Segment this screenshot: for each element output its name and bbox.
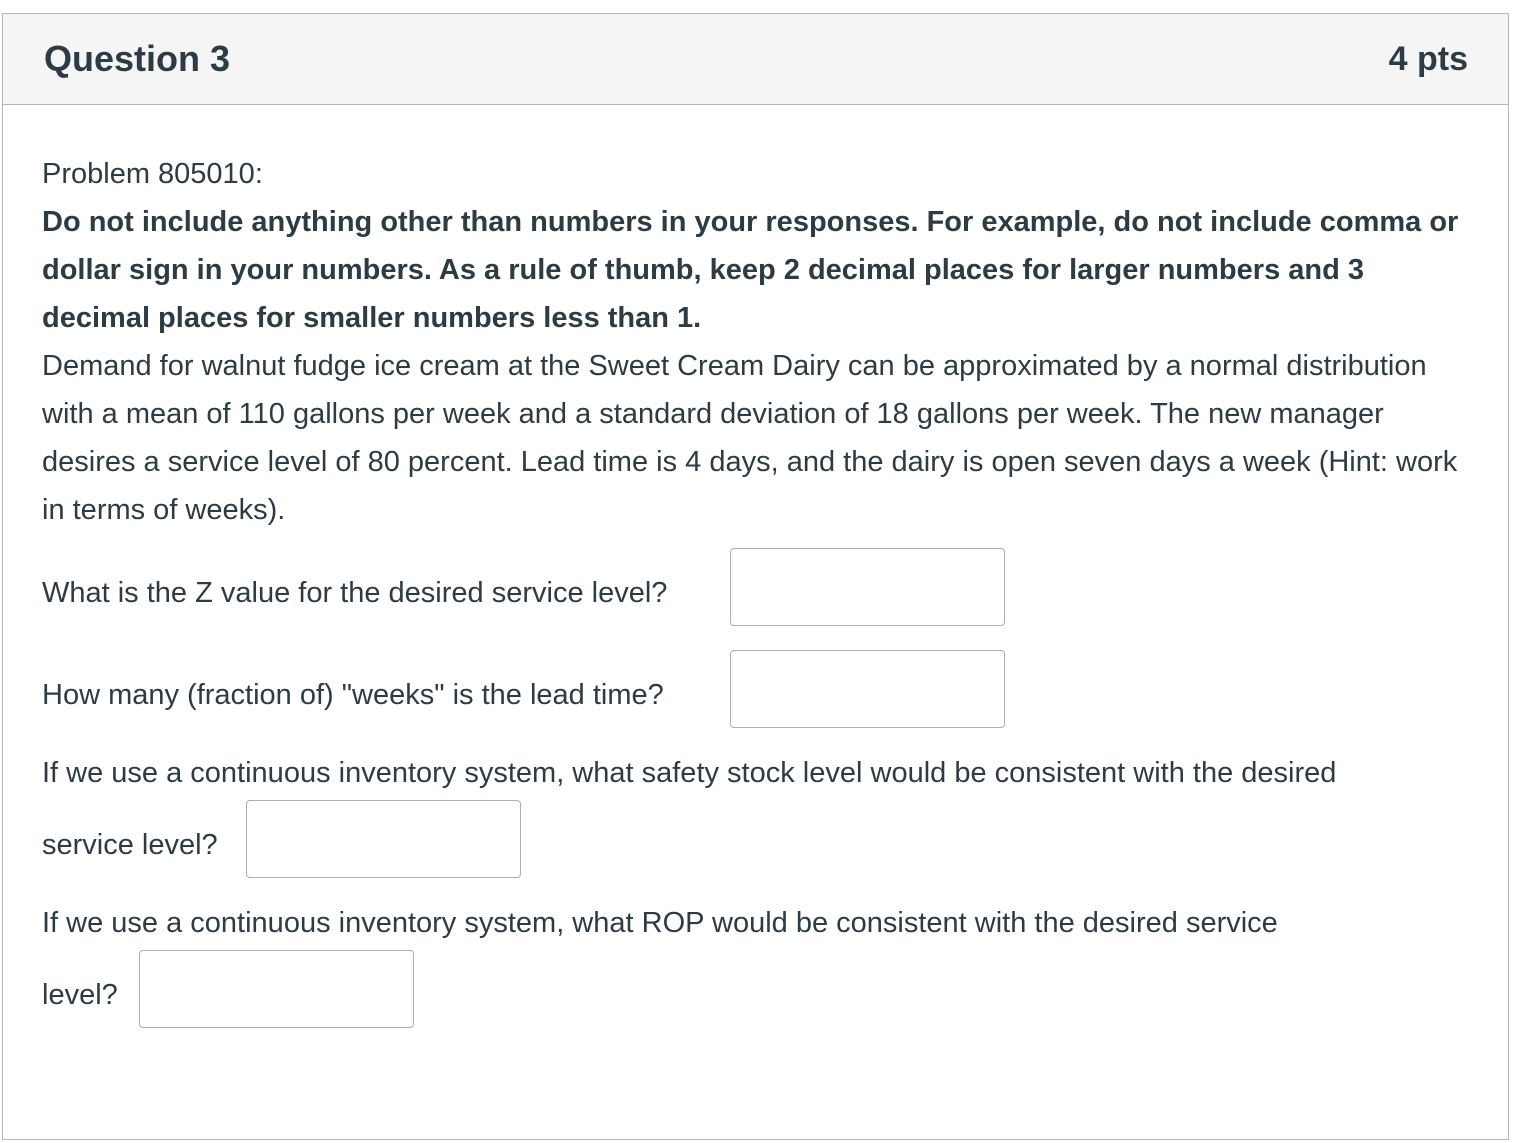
problem-instructions: Do not include anything other than numbers in your responses. For example, do not include comma or dollar sign in your numbers. As a rule of thumb, keep 2 decimal places for larger numbers and 3 decimal places for smaller numbers less than 1. <box>42 206 1459 334</box>
q1-label: What is the Z value for the desired service level? <box>42 577 668 609</box>
rop-input[interactable] <box>139 950 414 1028</box>
lead-time-weeks-input[interactable] <box>730 650 1005 728</box>
question-header <box>3 14 1508 105</box>
q3-label-line2: service level? <box>42 829 218 861</box>
safety-stock-input[interactable] <box>246 800 521 878</box>
problem-description: Demand for walnut fudge ice cream at the Sweet Cream Dairy can be approximated by a normal distribution with a mean of 110 gallons per week and a standard deviation of 18 gallons per week. The new manager desires a service level of 80 percent. Lead time is 4 days, and the dairy is open seven days a week (Hint: work in terms of weeks). <box>42 350 1458 526</box>
problem-id: Problem 805010: <box>42 158 263 190</box>
q2-label: How many (fraction of) "weeks" is the lead time? <box>42 679 664 711</box>
z-value-input[interactable] <box>730 548 1005 626</box>
question-text <box>42 150 1472 534</box>
q4-label-line2: level? <box>42 979 118 1011</box>
question-points: 4 pts <box>1388 40 1468 78</box>
question-title: Question 3 <box>44 38 231 79</box>
q4-label-line1: If we use a continuous inventory system, what ROP would be consistent with the desired service <box>42 907 1278 939</box>
q3-label-line1: If we use a continuous inventory system, what safety stock level would be consistent with the desired <box>42 757 1337 789</box>
